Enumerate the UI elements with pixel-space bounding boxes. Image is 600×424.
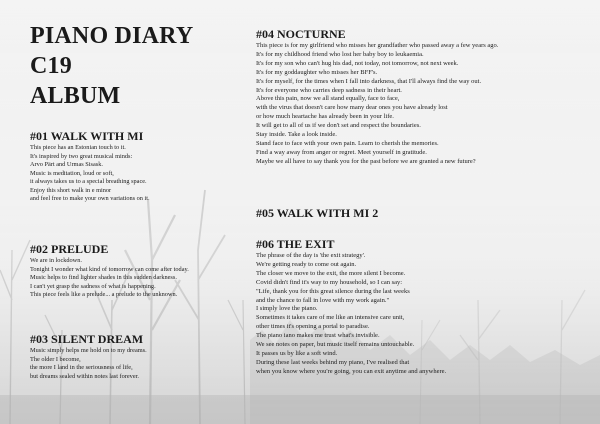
text-line: Music is meditation, loud or soft, (30, 169, 114, 177)
text-line: It will get to all of us if we don't set and respect the boundaries. (256, 122, 421, 130)
text-line: During these last weeks behind my piano, I've realised that (256, 358, 410, 366)
text-line: It passes us by like a soft wind. (256, 349, 338, 357)
section-03 (30, 332, 147, 381)
section-text (256, 252, 446, 377)
text-line: but dreams sealed within notes last forever. (30, 372, 139, 380)
text-line: Stand face to face with your own pain. Learn to cherish the memories. (256, 139, 439, 147)
section-heading: #04 NOCTURNE (256, 27, 346, 41)
text-line: This piece has an Estonian touch to it. (30, 144, 126, 151)
section-05 (256, 206, 378, 221)
text-line: Covid didn't find it's way to my household, so I can say: (256, 278, 403, 286)
section-heading: #03 SILENT DREAM (30, 332, 144, 346)
text-line: it always takes us to a special breathing space. (30, 178, 147, 186)
section-text (30, 144, 150, 204)
text-line: It's inspired by two great musical minds: (30, 152, 133, 160)
title-line: C19 (30, 53, 72, 79)
section-text (30, 347, 147, 381)
text-line: and the chance to fall in love with my work again." (256, 296, 390, 304)
text-line: other times it's opening a portal to paradise. (256, 323, 370, 331)
text-line: This piece feels like a prelude... a prelude to the unknown. (30, 291, 178, 299)
text-line: Music simply helps me hold on to my dreams. (30, 347, 147, 354)
text-line: Music helps to find lighter shades in this sudden darkness. (30, 274, 177, 282)
text-line: It's for my goddaughter who misses her BFF's. (256, 68, 378, 76)
title-line: PIANO DIARY (30, 23, 194, 49)
text-line: Above this pain, now we all stand equally, face to face, (256, 95, 400, 103)
text-line: It's for my son who can't hug his dad, not today, not tomorrow, not next week. (256, 59, 459, 67)
text-line: It's for myself, for the times when I fall into darkness, that I'll always find the way out. (256, 77, 482, 85)
text-line: "Life, thank you for this great silence during the last weeks (256, 287, 410, 295)
text-line: We're getting ready to come out again. (256, 260, 357, 268)
section-02 (30, 242, 189, 300)
ground (0, 395, 600, 424)
text-line: We see notes on paper, but music itself remains untouchable. (256, 341, 415, 349)
section-heading: #01 WALK WITH MI (30, 129, 144, 143)
section-text (30, 257, 189, 300)
text-line: The phrase of the day is 'the exit strategy'. (256, 252, 366, 259)
text-line: Tonight I wonder what kind of tomorrow can come after today. (30, 265, 189, 273)
text-line: We are in lockdown. (30, 257, 82, 264)
text-line: the more I land in the seriousness of life, (30, 364, 133, 372)
section-text (256, 42, 498, 167)
title-line: ALBUM (30, 83, 121, 109)
text-line: Arvo Pärt and Urmas Sisask. (30, 161, 103, 169)
text-line: The closer we move to the exit, the more silent I become. (256, 269, 406, 277)
text-line: Maybe we all have to say thank you for the past before we are granted a new future? (256, 157, 476, 165)
text-line: I can't yet grasp the sadness of what is happening. (30, 282, 156, 290)
text-line: It's for my childhood friend who lost her baby boy to leukaemia. (256, 50, 424, 58)
text-line: or how much heartache has already been in your life. (256, 113, 394, 121)
section-heading: #05 WALK WITH MI 2 (256, 206, 379, 220)
text-line: It's for everyone who carries deep sadness in their heart. (256, 86, 402, 94)
section-01 (30, 129, 150, 204)
text-line: Enjoy this short walk in e minor (30, 186, 112, 194)
text-line: Stay inside. Take a look inside. (256, 131, 337, 139)
section-heading: #06 THE EXIT (256, 237, 335, 251)
text-line: This piece is for my girlfriend who misses her grandfather who passed away a few years ago. (256, 42, 499, 49)
text-line: The piano iano makes me trust what's invisible. (256, 332, 380, 340)
text-line: The older I become, (30, 355, 81, 363)
album-title (30, 21, 193, 111)
section-heading: #02 PRELUDE (30, 242, 109, 256)
section-06 (256, 237, 446, 377)
text-line: when you know where you're going, you can exit anytime and anywhere. (256, 367, 447, 375)
text-line: Sometimes it takes care of me like an intensive care unit, (256, 314, 405, 322)
text-line: and feel free to make your own variations on it. (30, 195, 150, 203)
text-line: I simply love the piano. (256, 305, 318, 313)
section-04 (256, 27, 498, 167)
text-line: Find a way away from anger or regret. Meet yourself in gratitude. (256, 148, 427, 156)
text-line: with the virus that doesn't care how many dear ones you have already lost (256, 104, 448, 112)
